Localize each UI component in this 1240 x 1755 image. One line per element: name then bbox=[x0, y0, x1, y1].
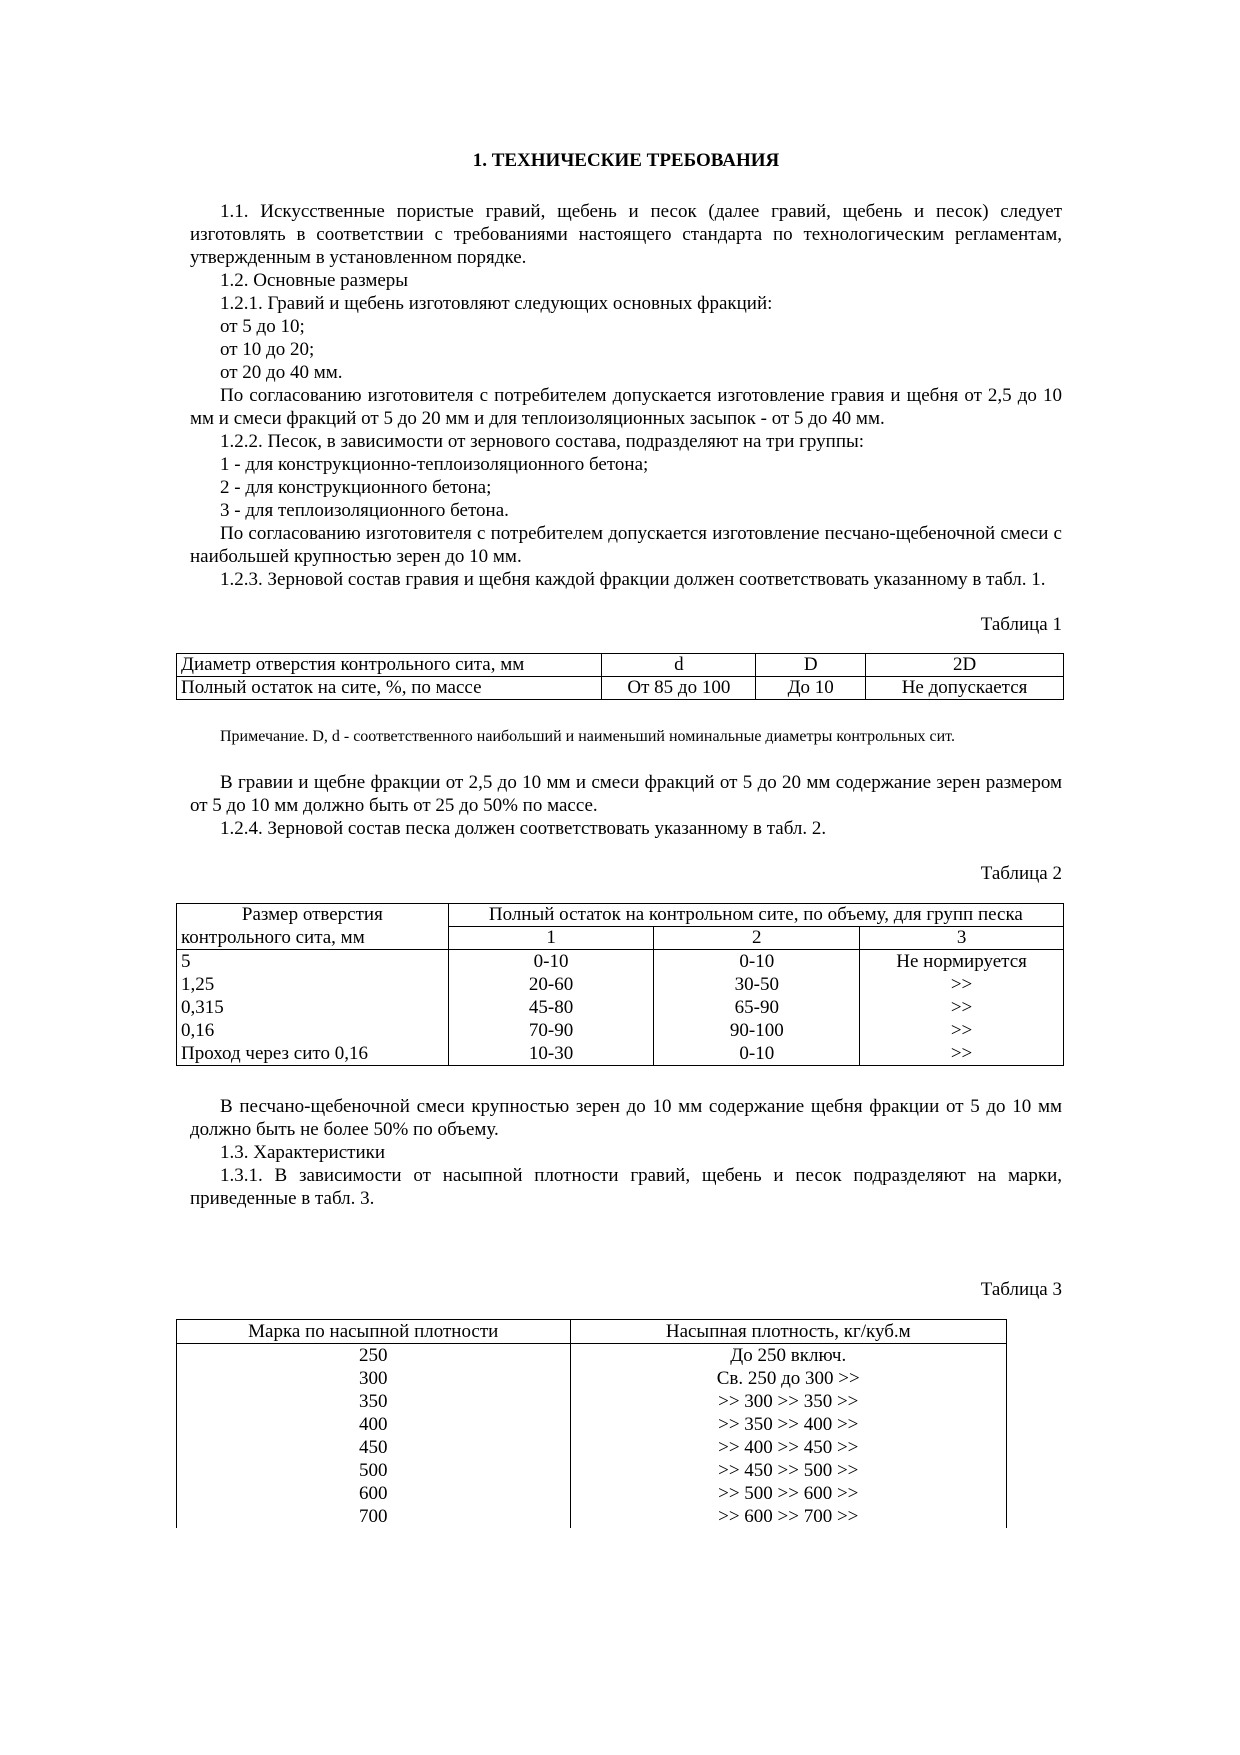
table-row bbox=[177, 1459, 1007, 1482]
section-title: 1. ТЕХНИЧЕСКИЕ ТРЕБОВАНИЯ bbox=[472, 150, 780, 171]
paragraph-agreement-gravel: По согласованию изготовителя с потребителем допускается изготовление гравия и щебня от 2,5 до 10 мм и смеси фракций от 5 до 20 мм и для теплоизоляционных засыпок - от 5 до 40 мм. bbox=[190, 385, 1062, 429]
table3-cell: >> 350 >> 400 >> bbox=[570, 1413, 1006, 1436]
table-row bbox=[177, 1344, 1007, 1368]
paragraph-agreement-mix: По согласованию изготовителя с потребителем допускается изготовление песчано-щебеночной смеси с наибольшей крупностью зерен до 10 мм. bbox=[190, 523, 1062, 567]
table-row bbox=[177, 654, 1064, 677]
paragraph-1-2-3: 1.2.3. Зерновой состав гравия и щебня каждой фракции должен соответствовать указанному в табл. 1. bbox=[220, 569, 1046, 590]
table3-cell: 350 bbox=[177, 1390, 571, 1413]
table1-cell: 2D bbox=[866, 654, 1064, 677]
table1-cell: Полный остаток на сите, %, по массе bbox=[177, 677, 602, 700]
sand-group-2: 2 - для конструкционного бетона; bbox=[220, 477, 492, 498]
table-1 bbox=[176, 653, 1064, 700]
table-header-row bbox=[177, 904, 1064, 927]
table2-wrapper bbox=[181, 903, 1062, 1073]
table-2 bbox=[176, 903, 1064, 1066]
table-3 bbox=[176, 1319, 1007, 1528]
table1-cell: До 10 bbox=[756, 677, 866, 700]
table-row bbox=[177, 1390, 1007, 1413]
table2-cell: 0-10 bbox=[448, 950, 654, 974]
table3-header-density: Насыпная плотность, кг/куб.м bbox=[570, 1320, 1006, 1344]
table3-cell: 700 bbox=[177, 1505, 571, 1528]
table3-cell: 450 bbox=[177, 1436, 571, 1459]
table-row bbox=[177, 1413, 1007, 1436]
table2-header-group-2: 2 bbox=[654, 927, 860, 950]
table-row bbox=[177, 950, 1064, 974]
table2-header-group: Полный остаток на контрольном сите, по объему, для групп песка bbox=[448, 904, 1063, 927]
table1-note: Примечание. D, d - соответственного наибольший и наименьший номинальные диаметры контрольных сит. bbox=[220, 728, 955, 745]
table2-header-group-1: 1 bbox=[448, 927, 654, 950]
table3-cell: >> 600 >> 700 >> bbox=[570, 1505, 1006, 1528]
table-row bbox=[177, 1042, 1064, 1066]
table3-cell: 300 bbox=[177, 1367, 571, 1390]
table-header-row bbox=[177, 1320, 1007, 1344]
table-row bbox=[177, 1019, 1064, 1042]
table2-header-group-3: 3 bbox=[860, 927, 1064, 950]
table2-cell: >> bbox=[860, 996, 1064, 1019]
table2-cell: 5 bbox=[177, 950, 449, 974]
table2-cell: 1,25 bbox=[177, 973, 449, 996]
table3-cell: >> 300 >> 350 >> bbox=[570, 1390, 1006, 1413]
paragraph-1-1: 1.1. Искусственные пористые гравий, щебень и песок (далее гравий, щебень и песок) следует изготовлять в соответствии с требованиями настоящего стандарта по технологическим регламентам, утвержденным в установленном порядке. bbox=[190, 201, 1062, 268]
table2-cell: 20-60 bbox=[448, 973, 654, 996]
table-row bbox=[177, 996, 1064, 1019]
table1-cell: Не допускается bbox=[866, 677, 1064, 700]
table3-cell: 500 bbox=[177, 1459, 571, 1482]
table1-cell: Диаметр отверстия контрольного сита, мм bbox=[177, 654, 602, 677]
sand-group-3: 3 - для теплоизоляционного бетона. bbox=[220, 500, 509, 521]
fraction-item-2: от 10 до 20; bbox=[220, 339, 315, 360]
paragraph-1-2: 1.2. Основные размеры bbox=[220, 270, 409, 291]
paragraph-1-3: 1.3. Характеристики bbox=[220, 1142, 386, 1163]
table1-cell: D bbox=[756, 654, 866, 677]
table3-caption: Таблица 3 bbox=[980, 1279, 1062, 1300]
table-row bbox=[177, 1482, 1007, 1505]
table3-wrapper bbox=[190, 1319, 1062, 1529]
table-row bbox=[177, 677, 1064, 700]
table2-cell: 65-90 bbox=[654, 996, 860, 1019]
table2-cell: Проход через сито 0,16 bbox=[177, 1042, 449, 1066]
table2-cell: >> bbox=[860, 1042, 1064, 1066]
paragraph-gravel-content: В гравии и щебне фракции от 2,5 до 10 мм и смеси фракций от 5 до 20 мм содержание зерен размером от 5 до 10 мм должно быть от 25 до 50% по массе. bbox=[190, 772, 1062, 816]
table3-cell: >> 400 >> 450 >> bbox=[570, 1436, 1006, 1459]
paragraph-1-2-1: 1.2.1. Гравий и щебень изготовляют следующих основных фракций: bbox=[220, 293, 773, 314]
table1-caption: Таблица 1 bbox=[980, 614, 1062, 635]
table2-cell: 0-10 bbox=[654, 1042, 860, 1066]
table1-wrapper bbox=[181, 653, 1062, 705]
table3-cell: 600 bbox=[177, 1482, 571, 1505]
table-header-row bbox=[177, 927, 1064, 950]
table3-cell: Св. 250 до 300 >> bbox=[570, 1367, 1006, 1390]
table2-header-size-2: контрольного сита, мм bbox=[177, 927, 449, 950]
table3-cell: 250 bbox=[177, 1344, 571, 1368]
table3-cell: 400 bbox=[177, 1413, 571, 1436]
table-row bbox=[177, 1436, 1007, 1459]
fraction-item-1: от 5 до 10; bbox=[220, 316, 305, 337]
table1-cell: d bbox=[602, 654, 756, 677]
table3-cell: До 250 включ. bbox=[570, 1344, 1006, 1368]
paragraph-1-2-4: 1.2.4. Зерновой состав песка должен соответствовать указанному в табл. 2. bbox=[220, 818, 827, 839]
table-row bbox=[177, 1505, 1007, 1528]
table1-cell: От 85 до 100 bbox=[602, 677, 756, 700]
table3-cell: >> 500 >> 600 >> bbox=[570, 1482, 1006, 1505]
fraction-item-3: от 20 до 40 мм. bbox=[220, 362, 343, 383]
paragraph-mix-content: В песчано-щебеночной смеси крупностью зерен до 10 мм содержание щебня фракции от 5 до 10 мм должно быть не более 50% по объему. bbox=[190, 1096, 1062, 1140]
table2-cell: 30-50 bbox=[654, 973, 860, 996]
table2-cell: 70-90 bbox=[448, 1019, 654, 1042]
paragraph-1-3-1: 1.3.1. В зависимости от насыпной плотности гравий, щебень и песок подразделяют на марки, приведенные в табл. 3. bbox=[190, 1165, 1062, 1209]
table2-cell: 0-10 bbox=[654, 950, 860, 974]
table2-cell: >> bbox=[860, 1019, 1064, 1042]
table3-cell: >> 450 >> 500 >> bbox=[570, 1459, 1006, 1482]
table2-cell: 10-30 bbox=[448, 1042, 654, 1066]
table2-cell: >> bbox=[860, 973, 1064, 996]
table2-cell: 45-80 bbox=[448, 996, 654, 1019]
sand-group-1: 1 - для конструкционно-теплоизоляционного бетона; bbox=[220, 454, 649, 475]
table-row bbox=[177, 1367, 1007, 1390]
table-row bbox=[177, 973, 1064, 996]
table3-header-grade: Марка по насыпной плотности bbox=[177, 1320, 571, 1344]
table2-cell: 90-100 bbox=[654, 1019, 860, 1042]
table2-cell: Не нормируется bbox=[860, 950, 1064, 974]
paragraph-1-2-2: 1.2.2. Песок, в зависимости от зернового состава, подразделяют на три группы: bbox=[220, 431, 865, 452]
table2-cell: 0,315 bbox=[177, 996, 449, 1019]
table2-cell: 0,16 bbox=[177, 1019, 449, 1042]
document-page bbox=[181, 150, 1062, 1529]
table2-caption: Таблица 2 bbox=[980, 863, 1062, 884]
table2-header-size: Размер отверстия bbox=[177, 904, 449, 927]
